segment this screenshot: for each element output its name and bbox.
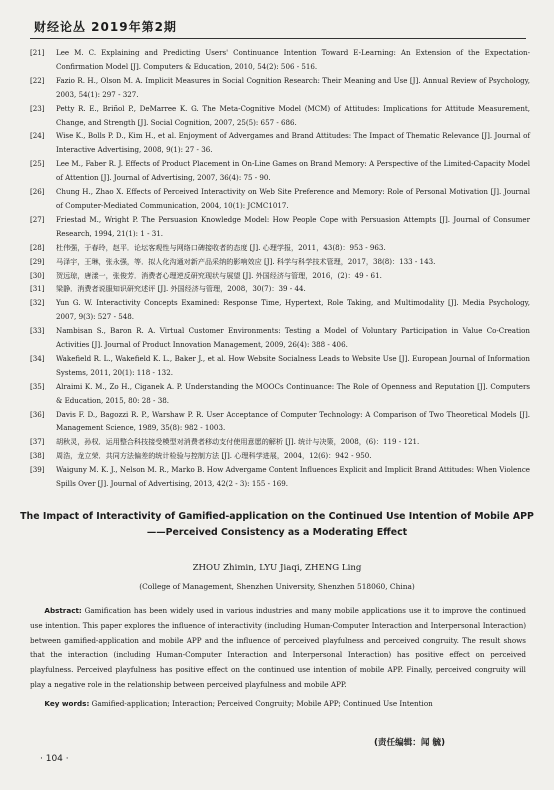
reference-text: Friestad M., Wright P. The Persuasion Knowledge Model: How People Cope with Persuasion Attempts [J]. Journal of Consumer Research, 1994, 21(1): 1 - 31. [56,214,530,238]
reference-item [30,255,530,269]
reference-text: Chung H., Zhao X. Effects of Perceived Interactivity on Web Site Preference and Memory: Role of Personal Motivation [J]. Journal of Computer-Mediated Communication, 2004, 10(1): JCMC1017. [56,187,530,210]
reference-text: Fazio R. H., Olson M. A. Implicit Measures in Social Cognition Research: Their Meaning and Use [J]. Annual Review of Psychology, 2003, 54(1): 297 - 327. [56,75,530,99]
reference-number: [28] [30,242,45,252]
reference-number: [27] [30,214,45,224]
reference-item [30,269,530,283]
abstract-text: Gamification has been widely used in various industries and many mobile applications use it to improve the continued use intention. This paper explores the influence of interactivity (including Human-Computer Interaction and Interpersonal Interaction) between gamified-application and mobile APP and the influence of perceived playfulness and perceived congruity. The result shows that the interaction (including Human-Computer Interaction and Interpersonal Interaction) has positive effect on perceived playfulness. Perceived playfulness has positive effect on the continued use intention of mobile APP. Finally, perceived congruity will play a negative role in the relationship between perceived playfulness and mobile APP. [30,606,526,689]
reference-text: 杜伟强，于春玲，赵平．论坛客观性与网络口碑接收者的态度 [J]. 心理学报，2011，43(8)：953 - 963. [56,242,386,252]
keywords-text: Gamified-application; Interaction; Perceived Congruity; Mobile APP; Continued Use Intention [89,699,433,708]
reference-text: Wise K., Bolls P. D., Kim H., et al. Enjoyment of Advergames and Brand Attitudes: The Impact of Thematic Relevance [J]. Journal of Interactive Advertising, 2008, 9(1): 27 - 36. [56,131,530,155]
reference-number: [34] [30,353,45,363]
reference-number: [26] [30,187,45,197]
reference-item [30,282,530,296]
reference-text: Lee M. C. Explaining and Predicting Users' Continuance Intention Toward E-Learning: An Extension of the Expectation-Confirmation Model [J]. Computers & Education, 2010, 54(2): 506 - 516. [56,48,530,71]
reference-text: 胡秋灵，孙权．运用整合科技接受模型对消费者移动支付使用意愿的解析 [J]. 统计与决策，2008，(6)：119 - 121. [56,437,420,447]
article-subtitle: ——Perceived Consistency as a Moderating Effect [146,527,408,538]
reference-number: [33] [30,326,45,336]
article-title-main: The Impact of Interactivity of Gamified-application on the Continued Use Intention of Mobile APP [20,511,534,522]
reference-item [30,157,530,185]
reference-item [30,129,530,157]
authors: ZHOU Zhimin, LYU Jiaqi, ZHENG Ling [192,563,362,573]
reference-text: Petty R. E., Briñol P., DeMarree K. G. The Meta-Cognitive Model (MCM) of Attitudes: Implications for Attitude Measurement, Change, and Strength [J]. Social Cognition, 2007, 25(5): 657 - 686. [56,103,530,127]
reference-number: [22] [30,75,45,85]
reference-text: Yun G. W. Interactivity Concepts Examined: Response Time, Hypertext, Role Taking, and Multimodality [J]. Media Psychology, 2007, 9(3): 527 - 548. [56,298,530,322]
running-header [30,16,526,39]
abstract [30,604,526,693]
reference-item [30,380,530,408]
reference-number: [35] [30,381,45,391]
reference-number: [36] [30,409,45,419]
reference-text: Lee M., Faber R. J. Effects of Product Placement in On-Line Games on Brand Memory: A Perspective of the Limited-Capacity Model of Attention [J]. Journal of Advertising, 2007, 36(4): 75 - 90. [56,159,530,183]
affiliation: (College of Management, Shenzhen University, Shenzhen 518060, China) [139,582,415,591]
reference-item [30,296,530,324]
reference-number: [25] [30,159,45,169]
responsible-editor: (责任编辑：闻 毓) [374,738,446,748]
reference-number: [39] [30,465,45,475]
reference-number: [23] [30,103,45,113]
reference-item [30,352,530,380]
reference-number: [21] [30,48,45,57]
journal-issue-title: 财经论丛 2019年第2期 [34,20,177,34]
reference-item [30,74,530,102]
reference-list [30,46,530,491]
reference-item [30,435,530,449]
abstract-label: Abstract: [44,606,82,615]
reference-item [30,241,530,255]
reference-text: Davis F. D., Bagozzi R. P., Warshaw P. R. User Acceptance of Computer Technology: A Comparison of Two Theoretical Models [J]. Management Science, 1989, 35(8): 982 - 1003. [56,409,530,433]
reference-text: 梁静．消费者说服知识研究述评 [J]. 外国经济与管理，2008，30(7)：39 - 44. [56,284,306,294]
reference-item [30,449,530,463]
reference-item [30,102,530,130]
reference-item [30,213,530,241]
reference-number: [32] [30,298,45,308]
reference-item [30,408,530,436]
reference-number: [37] [30,437,45,447]
keywords-label: Key words: [44,699,90,708]
reference-text: 贺远琼，唐漾一，张俊芳．消费者心理逆反研究现状与展望 [J]. 外国经济与管理，2016，(2)：49 - 61. [56,270,382,280]
reference-number: [31] [30,284,45,294]
reference-text: Nambisan S., Baron R. A. Virtual Customer Environments: Testing a Model of Voluntary Participation in Value Co-Creation Activities [J]. Journal of Product Innovation Management, 2009, 26(4): 388 - 406. [56,326,530,350]
reference-item [30,46,530,74]
reference-item [30,463,530,491]
page-number: · 104 · [40,754,69,764]
keywords [30,697,526,711]
reference-text: 马泽宇，王琳，张永强，等．拟人化沟通对新产品采纳的影响效应 [J]. 科学与科学技术管理，2017，38(8)：133 - 143. [56,256,436,266]
reference-item [30,185,530,213]
reference-text: Alraimi K. M., Zo H., Ciganek A. P. Understanding the MOOCs Continuance: The Role of Openness and Reputation [J]. Computers & Education, 2015, 80: 28 - 38. [56,381,530,405]
reference-number: [24] [30,131,45,141]
reference-text: Wakefield R. L., Wakefield K. L., Baker J., et al. How Website Socialness Leads to Website Use [J]. European Journal of Information Systems, 2011, 20(1): 118 - 132. [56,353,530,377]
reference-text: 周浩，龙立荣．共同方法偏差的统计检验与控制方法 [J]. 心理科学进展，2004，12(6)：942 - 950. [56,451,372,461]
reference-item [30,324,530,352]
reference-number: [30] [30,270,45,280]
reference-text: Waiguny M. K. J., Nelson M. R., Marko B. How Advergame Content Influences Explicit and Implicit Brand Attitudes: When Violence Spills Over [J]. Journal of Advertising, 2013, 42(2 - 3): 155 - 169. [56,465,530,489]
reference-number: [38] [30,451,45,461]
article-title [20,509,534,541]
reference-number: [29] [30,256,45,266]
